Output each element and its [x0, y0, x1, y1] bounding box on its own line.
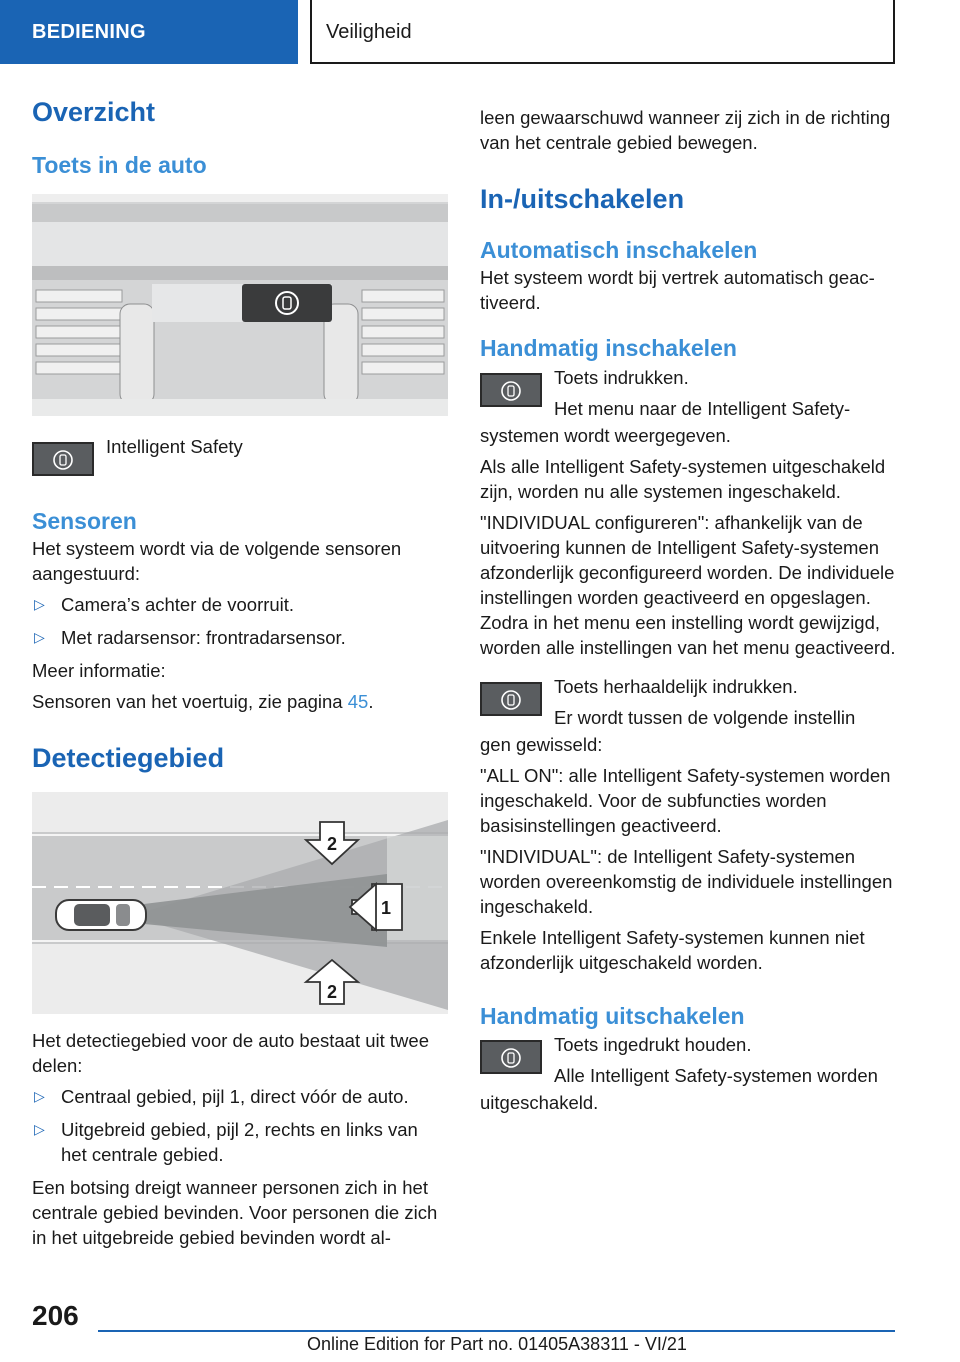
section-tab: BEDIENING	[0, 0, 298, 64]
repeat-result-end: gen gewisseld:	[480, 733, 603, 755]
arrow-label-1: 1	[380, 897, 392, 918]
chapter-tab: Veiligheid	[310, 0, 895, 64]
auto-text: Het systeem wordt bij vertrek automatisch geactiveerd.	[480, 266, 875, 313]
intelligent-safety-label: Intelligent Safety	[106, 435, 243, 457]
hold-result-start: Alle Intelligent Safety-systemen worden	[554, 1065, 878, 1087]
edition-text: Online Edition for Part no. 01405A38311 - VI/21	[307, 1334, 687, 1354]
hold-result-end: uitgeschakeld.	[480, 1092, 599, 1114]
detect-intro: Het detectiegebied voor de auto bestaat uit twee delen:	[32, 1029, 429, 1076]
repeat-line: Toets herhaaldelijk indrukken.	[554, 675, 798, 697]
paragraph-individual: "INDIVIDUAL configureren": afhankelijk van de uitvoering kunnen de Intelligent Safety-systemen afzonderlijk geconfigureerd worden. De individuele instellingen worden geactiveerd en opgeslagen. Zodra in het menu een instelling wordt gewijzigd, worden alle instellingen van het menu geactiveerd.	[480, 511, 896, 658]
intelligent-safety-button-icon	[480, 373, 542, 407]
heading-overzicht: Overzicht	[32, 97, 156, 127]
heading-handmatig-uitschakelen: Handmatig uitschakelen	[480, 1002, 745, 1029]
press-result-start: Het menu naar de Intelligent Safety-	[554, 397, 851, 419]
sensors-reference: Sensoren van het voertuig, zie pagina 45.	[32, 690, 374, 712]
page-link-45[interactable]: 45	[347, 690, 369, 712]
paragraph-alle: Als alle Intelligent Safety-systemen uitgeschakeld zijn, worden nu alle systemen ingeschakeld.	[480, 455, 886, 502]
list-item: ▷ Camera’s achter de voorruit.	[34, 593, 295, 615]
header-bar	[0, 0, 960, 66]
detect-list	[32, 1084, 448, 1167]
triangle-bullet-icon: ▷	[34, 1120, 45, 1137]
triangle-bullet-icon: ▷	[34, 628, 45, 645]
repeat-button-row	[480, 674, 896, 732]
heading-automatisch-inschakelen: Automatisch inschakelen	[480, 237, 758, 264]
more-info: Meer informatie:	[32, 659, 166, 681]
intelligent-safety-button-icon	[32, 442, 94, 476]
heading-toets-in-de-auto: Toets in de auto	[32, 152, 207, 179]
footer-divider	[98, 1330, 895, 1332]
arrow-label-2-bottom: 2	[326, 981, 338, 1002]
paragraph-all-on: "ALL ON": alle Intelligent Safety-systemen worden ingeschakeld. Voor de subfuncties worden basisinstellingen geactiveerd.	[480, 764, 891, 836]
hold-line: Toets ingedrukt houden.	[554, 1034, 752, 1056]
intelligent-safety-button-icon	[480, 1040, 542, 1074]
intelligent-safety-button-row	[32, 434, 448, 492]
heading-handmatig-inschakelen: Handmatig inschakelen	[480, 334, 737, 361]
page-number: 206	[32, 1300, 79, 1331]
continued-paragraph: leen gewaarschuwd wanneer zij zich in de richting van het centrale gebied bewegen.	[480, 107, 891, 153]
detect-paragraph: Een botsing dreigt wanneer personen zich in het centrale gebied bevinden. Voor personen die zich in het uitgebreide gebied bevinden wordt al-	[32, 1176, 438, 1248]
triangle-bullet-icon: ▷	[34, 1087, 45, 1104]
list-item: ▷ Centraal gebied, pijl 1, direct vóór de auto.	[34, 1085, 409, 1107]
paragraph-individual-2: "INDIVIDUAL": de Intelligent Safety-systemen worden overeenkomstig de individuele instellingen ingeschakeld.	[480, 845, 893, 917]
press-line: Toets indrukken.	[554, 366, 689, 388]
heading-sensoren: Sensoren	[32, 507, 137, 534]
arrow-label-2-top: 2	[326, 833, 338, 854]
heading-detectiegebied: Detectiegebied	[32, 742, 225, 773]
dashboard-button-photo	[32, 194, 448, 416]
hold-button-row	[480, 1032, 896, 1090]
left-column	[32, 96, 448, 1256]
press-result-end: systemen wordt weergegeven.	[480, 424, 731, 446]
list-item: ▷ Uitgebreid gebied, pijl 2, rechts en links van het centrale gebied.	[34, 1118, 418, 1165]
heading-in-uitschakelen: In-/uitschakelen	[480, 184, 685, 214]
sensor-list	[32, 592, 448, 650]
list-item: ▷ Met radarsensor: frontradarsensor.	[34, 626, 346, 648]
sensors-intro: Het systeem wordt via de volgende sensoren aangestuurd:	[32, 537, 402, 584]
triangle-bullet-icon: ▷	[34, 595, 45, 612]
press-button-row	[480, 365, 896, 423]
detection-area-diagram	[32, 792, 448, 1014]
intelligent-safety-button-icon	[480, 682, 542, 716]
right-column	[480, 105, 896, 1121]
repeat-result-start: Er wordt tussen de volgende instellin	[554, 706, 856, 728]
paragraph-enkele: Enkele Intelligent Safety-systemen kunnen niet afzonderlijk uitgeschakeld worden.	[480, 926, 865, 973]
